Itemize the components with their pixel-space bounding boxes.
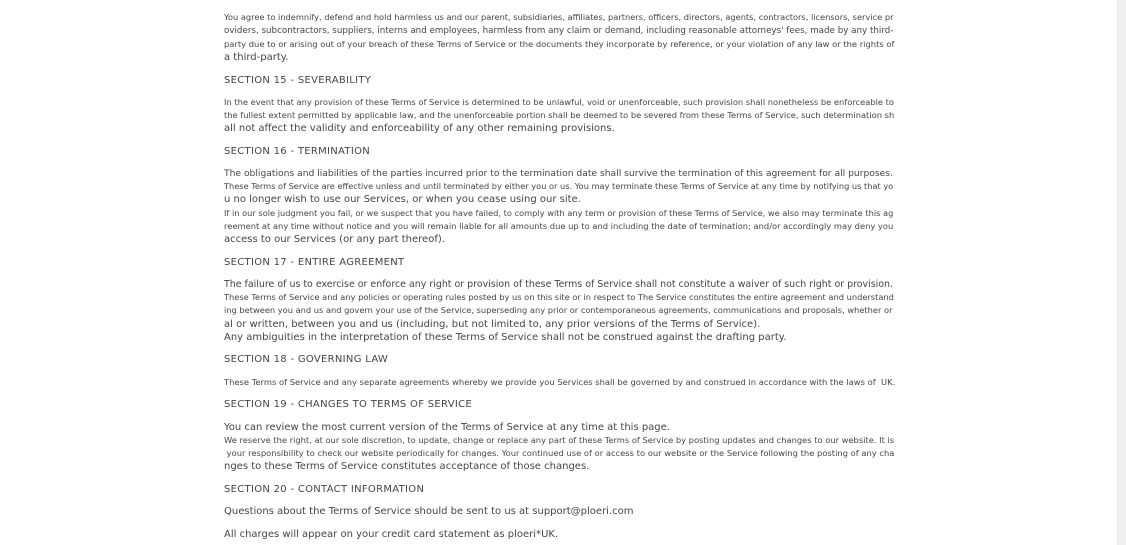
- text-line: Questions about the Terms of Service should be sent to us at support@ploeri.com: [224, 506, 634, 517]
- section-heading: SECTION 15 - SEVERABILITY: [224, 75, 372, 86]
- text-line: all not affect the validity and enforceability of any other remaining provisions.: [224, 123, 615, 134]
- text-line: your responsibility to check our website periodically for changes. Your continued use of or access to our website or the Service following the posting of any cha: [224, 448, 895, 458]
- scrollbar[interactable]: [1117, 0, 1126, 545]
- text-line: These Terms of Service and any separate agreements whereby we provide you Services shall be governed by and construed in accordance with the laws of UK.: [224, 377, 896, 387]
- text-line: You can review the most current version of the Terms of Service at any time at this page.: [224, 422, 670, 433]
- text-line: reement at any time without notice and you will remain liable for all amounts due up to and including the date of termination; and/or accordingly may deny you: [224, 221, 894, 231]
- text-line: al or written, between you and us (including, but not limited to, any prior versions of the Terms of Service).: [224, 319, 761, 330]
- section-heading: SECTION 16 - TERMINATION: [224, 146, 371, 157]
- text-line: Any ambiguities in the interpretation of these Terms of Service shall not be construed against the drafting party.: [224, 332, 787, 343]
- text-line: ing between you and us and govern your use of the Service, superseding any prior or contemporaneous agreements, communications and proposals, whether or: [224, 305, 893, 315]
- text-line: access to our Services (or any part thereof).: [224, 234, 445, 245]
- text-line: nges to these Terms of Service constitutes acceptance of those changes.: [224, 461, 590, 472]
- section-heading: SECTION 18 - GOVERNING LAW: [224, 354, 389, 365]
- text-line: We reserve the right, at our sole discretion, to update, change or replace any part of these Terms of Service by posting updates and changes to our website. It is: [224, 435, 895, 445]
- text-line: In the event that any provision of these Terms of Service is determined to be unlawful, void or unenforceable, such provision shall nonetheless be enforceable to: [224, 97, 895, 107]
- terms-of-service-document: [224, 0, 898, 545]
- section-heading: SECTION 19 - CHANGES TO TERMS OF SERVICE: [224, 399, 472, 410]
- text-line: The obligations and liabilities of the parties incurred prior to the termination date shall survive the termination of this agreement for all purposes.: [224, 168, 893, 179]
- text-line: You agree to indemnify, defend and hold harmless us and our parent, subsidiaries, affiliates, partners, officers, directors, agents, contractors, licensors, service pr: [224, 12, 894, 22]
- text-line: All charges will appear on your credit card statement as ploeri*UK.: [224, 529, 559, 540]
- section-heading: SECTION 17 - ENTIRE AGREEMENT: [224, 257, 405, 268]
- text-line: These Terms of Service and any policies or operating rules posted by us on this site or in respect to The Service constitutes the entire agreement and understand: [224, 292, 894, 302]
- text-line: a third-party.: [224, 52, 289, 63]
- text-line: The failure of us to exercise or enforce any right or provision of these Terms of Service shall not constitute a waiver of such right or provision.: [224, 279, 894, 290]
- section-heading: SECTION 20 - CONTACT INFORMATION: [224, 484, 425, 495]
- text-line: These Terms of Service are effective unless and until terminated by either you or us. You may terminate these Terms of Service at any time by notifying us that yo: [224, 181, 894, 191]
- text-line: oviders, subcontractors, suppliers, interns and employees, harmless from any claim or demand, including reasonable attorneys' fees, made by any third-: [224, 26, 894, 36]
- text-line: u no longer wish to use our Services, or when you cease using our site.: [224, 194, 581, 205]
- text-line: party due to or arising out of your breach of these Terms of Service or the documents they incorporate by reference, or your violation of any law or the rights of: [224, 39, 895, 49]
- text-line: the fullest extent permitted by applicable law, and the unenforceable portion shall be deemed to be severed from these Terms of Service, such determination sh: [224, 110, 895, 120]
- text-line: If in our sole judgment you fail, or we suspect that you have failed, to comply with any term or provision of these Terms of Service, we also may terminate this ag: [224, 208, 894, 218]
